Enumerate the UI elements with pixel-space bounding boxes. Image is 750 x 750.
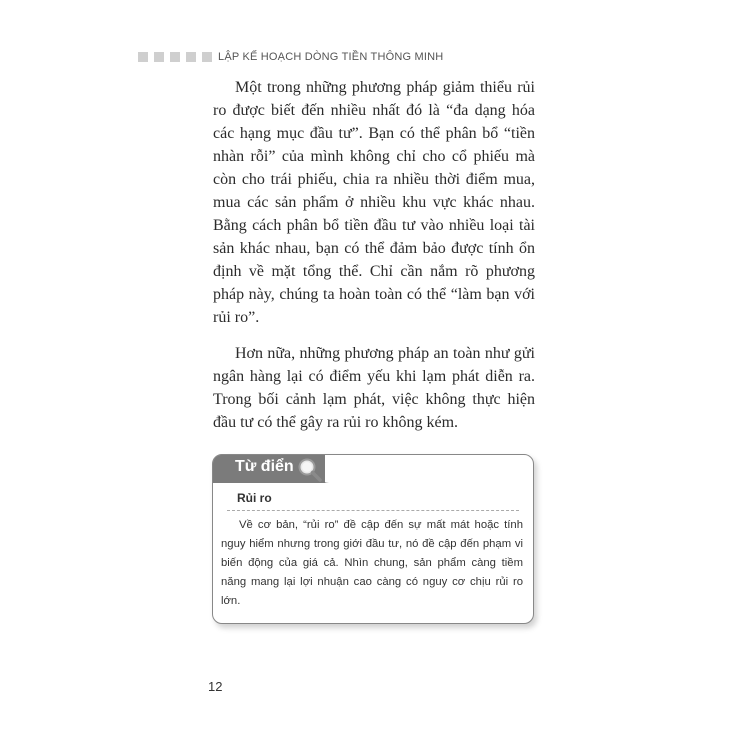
dictionary-header-mask xyxy=(315,455,533,483)
chapter-title: LẬP KẾ HOẠCH DÒNG TIỀN THÔNG MINH xyxy=(218,51,444,63)
magnifier-icon xyxy=(297,457,323,483)
paragraph: Hơn nữa, những phương pháp an toàn như gửi ngân hàng lại có điểm yếu khi lạm phát diễn ra. Trong bối cảnh lạm phát, việc không thực hiện đầu tư có thể gây ra rủi ro không kém. xyxy=(213,345,535,431)
dictionary-term: Rủi ro xyxy=(237,491,272,505)
main-text xyxy=(213,76,535,447)
header-square xyxy=(186,52,196,62)
dictionary-definition: Về cơ bản, “rủi ro” đề cập đến sự mất mát hoặc tính nguy hiểm nhưng trong giới đầu tư, nó đề cập đến phạm vi biến động của giá cả. Nhìn chung, sản phẩm càng tiềm năng mang lại lợi nhuận cao càng có nguy cơ chịu rủi ro lớn. xyxy=(221,519,523,607)
paragraph: Một trong những phương pháp giảm thiểu rủi ro được biết đến nhiều nhất đó là “đa dạng hóa các hạng mục đầu tư”. Bạn có thể phân bổ “tiền nhàn rỗi” của mình không chỉ cho cổ phiếu mà còn cho trái phiếu, chia ra nhiều thời điểm mua, mua các sản phẩm ở nhiều khu vực khác nhau. Bằng cách phân bổ tiền đầu tư vào nhiều loại tài sản khác nhau, bạn có thể đảm bảo được tính ổn định về mặt tổng thể. Chỉ cần nắm rõ phương pháp này, chúng ta hoàn toàn có thể “làm bạn với rủi ro”. xyxy=(213,79,535,326)
dashed-divider xyxy=(227,510,519,511)
header-square xyxy=(170,52,180,62)
dictionary-box xyxy=(212,454,534,624)
header-square xyxy=(154,52,164,62)
running-header xyxy=(138,50,443,64)
header-square xyxy=(202,52,212,62)
page-number: 12 xyxy=(208,679,223,694)
header-square xyxy=(138,52,148,62)
header-decoration xyxy=(138,52,212,62)
dictionary-title: Từ điển xyxy=(235,458,294,475)
